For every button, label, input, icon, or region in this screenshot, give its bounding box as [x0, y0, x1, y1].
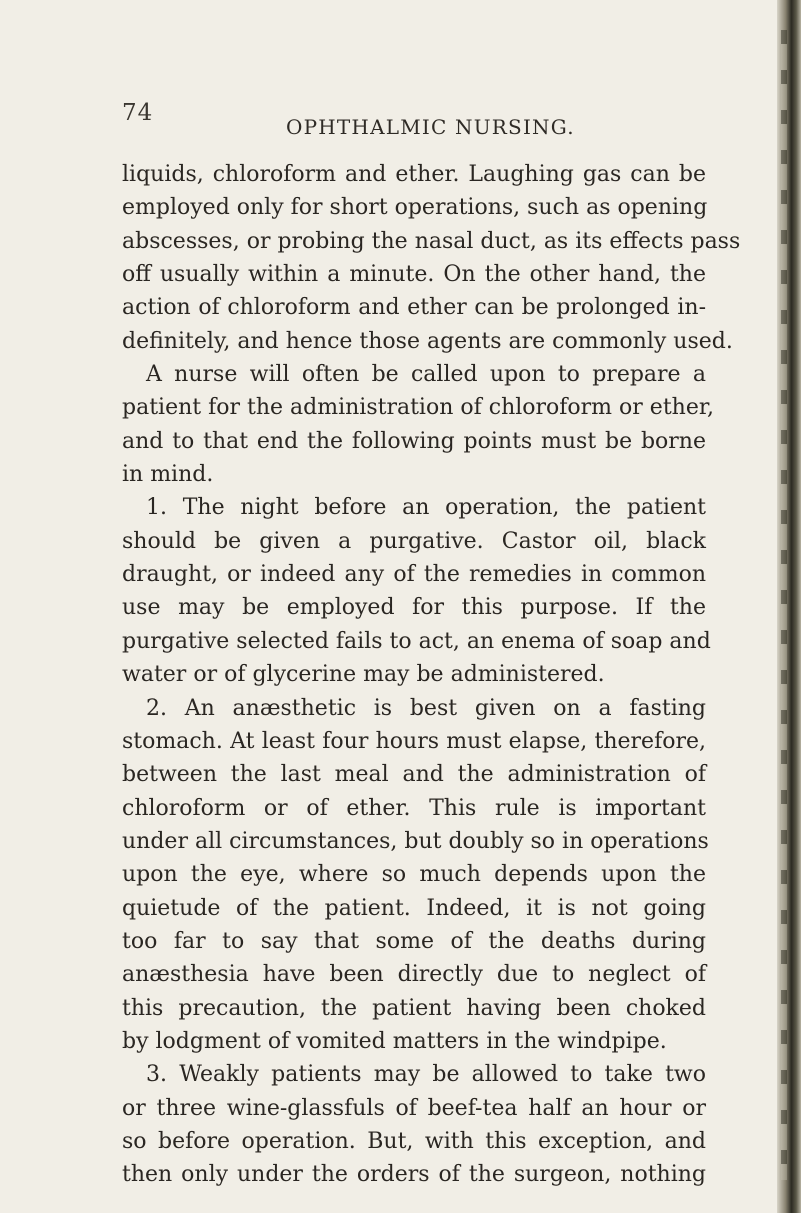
- text-line: quietude of the patient. Indeed, it is not going: [122, 895, 706, 921]
- page-edge-shadow: [777, 0, 801, 1213]
- text-line: then only under the orders of the surgeon, nothing: [122, 1162, 706, 1188]
- text-line: too far to say that some of the deaths during: [122, 928, 706, 954]
- text-line: 2. An anæsthetic is best given on a fasting: [146, 695, 706, 721]
- running-head: OPHTHALMIC NURSING.: [286, 115, 575, 139]
- text-line: A nurse will often be called upon to prepare a: [146, 362, 706, 388]
- text-line: patient for the administration of chloroform or ether,: [122, 395, 714, 421]
- text-line: liquids, chloroform and ether. Laughing gas can be: [122, 162, 706, 187]
- text-line: should be given a purgative. Castor oil, black: [122, 528, 706, 554]
- text-line: by lodgment of vomited matters in the windpipe.: [122, 1028, 667, 1054]
- text-line: anæsthesia have been directly due to neglect of: [122, 962, 706, 988]
- text-line: or three wine-glassfuls of beef-tea half an hour or: [122, 1095, 706, 1121]
- text-line: and to that end the following points must be borne: [122, 428, 706, 454]
- text-line: off usually within a minute. On the other hand, the: [122, 262, 706, 288]
- text-line: between the last meal and the administration of: [122, 762, 706, 788]
- text-line: stomach. At least four hours must elapse, therefore,: [122, 728, 706, 754]
- text-line: water or of glycerine may be administered.: [122, 662, 605, 688]
- page-number: 74: [122, 100, 154, 126]
- text-line: upon the eye, where so much depends upon the: [122, 862, 706, 888]
- text-line: this precaution, the patient having been choked: [122, 995, 706, 1021]
- text-line: 1. The night before an operation, the patient: [146, 495, 706, 521]
- text-line: abscesses, or probing the nasal duct, as its effects pass: [122, 228, 741, 254]
- text-line: under all circumstances, but doubly so in operations: [122, 828, 709, 854]
- text-line: chloroform or of ether. This rule is important: [122, 795, 706, 821]
- text-line: employed only for short operations, such as opening: [122, 195, 708, 221]
- text-line: so before operation. But, with this exception, and: [122, 1128, 706, 1154]
- text-line: definitely, and hence those agents are commonly used.: [122, 328, 733, 354]
- text-line: 3. Weakly patients may be allowed to take two: [146, 1062, 706, 1088]
- text-line: action of chloroform and ether can be prolonged in-: [122, 295, 706, 321]
- text-line: purgative selected fails to act, an enema of soap and: [122, 628, 711, 654]
- text-line: draught, or indeed any of the remedies in common: [122, 562, 706, 588]
- text-line: in mind.: [122, 462, 214, 488]
- text-line: use may be employed for this purpose. If the: [122, 595, 706, 621]
- body-text: [122, 158, 741, 1192]
